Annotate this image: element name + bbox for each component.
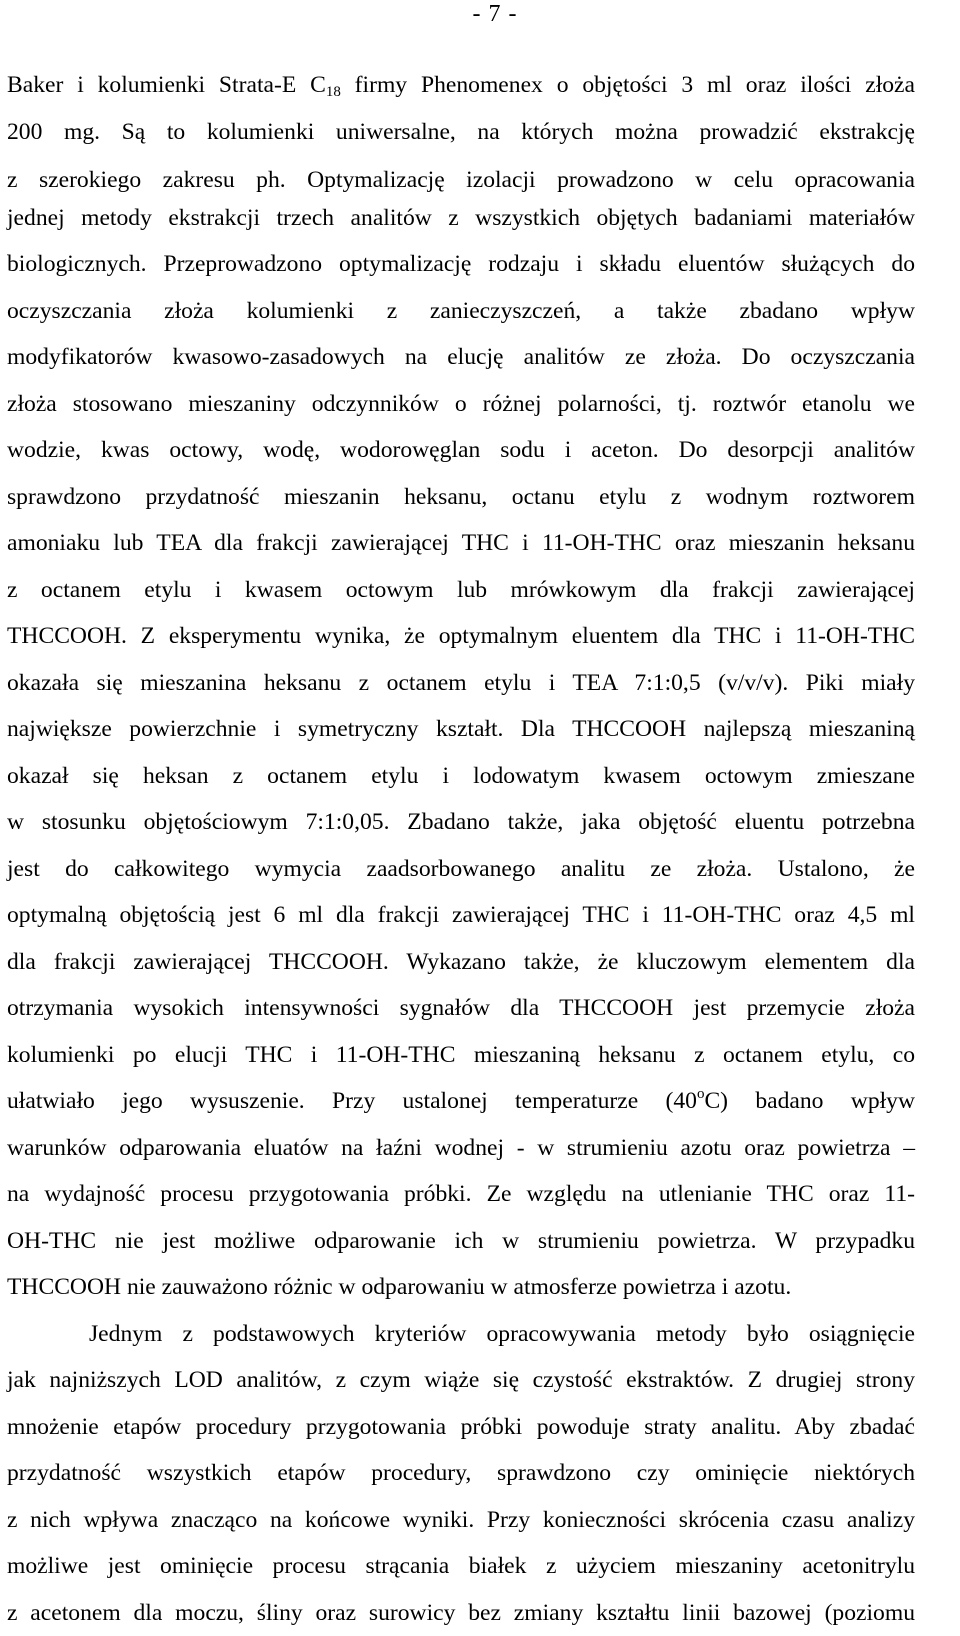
text-line: warunków odparowania eluatów na łaźni wodnej - w strumieniu azotu oraz powietrza –	[7, 1135, 915, 1161]
text-line: złoża stosowano mieszaniny odczynników o różnej polarności, tj. roztwór etanolu we	[7, 391, 915, 417]
text-line: w stosunku objętościowym 7:1:0,05. Zbadano także, jaka objętość eluentu potrzebna	[7, 809, 915, 835]
text-line: z szerokiego zakresu ph. Optymalizację izolacji prowadzono w celu opracowania	[7, 167, 915, 193]
text-line: możliwe jest ominięcie procesu strącania białek z użyciem mieszaniny acetonitrylu	[7, 1553, 915, 1579]
text-line: na wydajność procesu przygotowania próbki. Ze względu na utlenianie THC oraz 11-	[7, 1181, 915, 1207]
text-line: największe powierzchnie i symetryczny kształt. Dla THCCOOH najlepszą mieszaniną	[7, 716, 915, 742]
text-line: ułatwiało jego wysuszenie. Przy ustalonej temperaturze (40$^o$C) badano wpływ	[7, 1086, 916, 1114]
text-line: dla frakcji zawierającej THCCOOH. Wykazano także, że kluczowym elementem dla	[7, 949, 915, 975]
text-line: otrzymania wysokich intensywności sygnałów dla THCCOOH jest przemycie złoża	[7, 995, 915, 1021]
text-line: 200 mg. Są to kolumienki uniwersalne, na których można prowadzić ekstrakcję	[7, 119, 915, 145]
text-line: z acetonem dla moczu, śliny oraz surowicy bez zmiany kształtu linii bazowej (poziomu	[7, 1600, 915, 1626]
text-line: THCCOOH. Z eksperymentu wynika, że optymalnym eluentem dla THC i 11-OH-THC	[7, 623, 915, 649]
text-line: sprawdzono przydatność mieszanin heksanu, octanu etylu z wodnym roztworem	[7, 484, 915, 510]
text-line: okazał się heksan z octanem etylu i lodowatym kwasem octowym zmieszane	[7, 763, 915, 789]
text-line: mnożenie etapów procedury przygotowania próbki powoduje straty analitu. Aby zbadać	[7, 1414, 915, 1440]
text-line: OH-THC nie jest możliwe odparowanie ich w strumieniu powietrza. W przypadku	[7, 1228, 915, 1254]
text-line: oczyszczania złoża kolumienki z zanieczyszczeń, a także zbadano wpływ	[7, 298, 915, 324]
text-line: z nich wpływa znacząco na końcowe wyniki. Przy konieczności skrócenia czasu analizy	[7, 1507, 915, 1533]
text-line: jest do całkowitego wymycia zaadsorbowanego analitu ze złoża. Ustalono, że	[7, 856, 915, 882]
text-line: jak najniższych LOD analitów, z czym wiąże się czystość ekstraktów. Z drugiej strony	[7, 1367, 915, 1393]
text-line: Baker i kolumienki Strata-E $C_{18}$ firmy Phenomenex o objętości 3 ml oraz ilości złoża	[7, 72, 915, 100]
text-line: przydatność wszystkich etapów procedury, sprawdzono czy ominięcie niektórych	[7, 1460, 915, 1486]
text-line: wodzie, kwas octowy, wodę, wodorowęglan sodu i aceton. Do desorpcji analitów	[7, 437, 915, 463]
text-line: kolumienki po elucji THC i 11-OH-THC mieszaniną heksanu z octanem etylu, co	[7, 1042, 915, 1068]
text-line: THCCOOH nie zauważono różnic w odparowaniu w atmosferze powietrza i azotu.	[7, 1274, 792, 1300]
text-line: jednej metody ekstrakcji trzech analitów z wszystkich objętych badaniami materiałów	[7, 205, 915, 231]
text-line: okazała się mieszanina heksanu z octanem etylu i TEA 7:1:0,5 (v/v/v). Piki miały	[7, 670, 915, 696]
superscript: o	[696, 1086, 705, 1102]
text-line: modyfikatorów kwasowo-zasadowych na elucję analitów ze złoża. Do oczyszczania	[7, 344, 915, 370]
page-number: - 7 -	[472, 1, 518, 27]
text-line: optymalną objętością jest 6 ml dla frakcji zawierającej THC i 11-OH-THC oraz 4,5 ml	[7, 902, 915, 928]
text-line: z octanem etylu i kwasem octowym lub mrówkowym dla frakcji zawierającej	[7, 577, 915, 603]
text-line: Jednym z podstawowych kryteriów opracowywania metody było osiągnięcie	[89, 1321, 915, 1347]
text-line: biologicznych. Przeprowadzono optymalizację rodzaju i składu eluentów służących do	[7, 251, 915, 277]
subscript: 18	[325, 84, 341, 100]
text-line: amoniaku lub TEA dla frakcji zawierającej THC i 11-OH-THC oraz mieszanin heksanu	[7, 530, 915, 556]
